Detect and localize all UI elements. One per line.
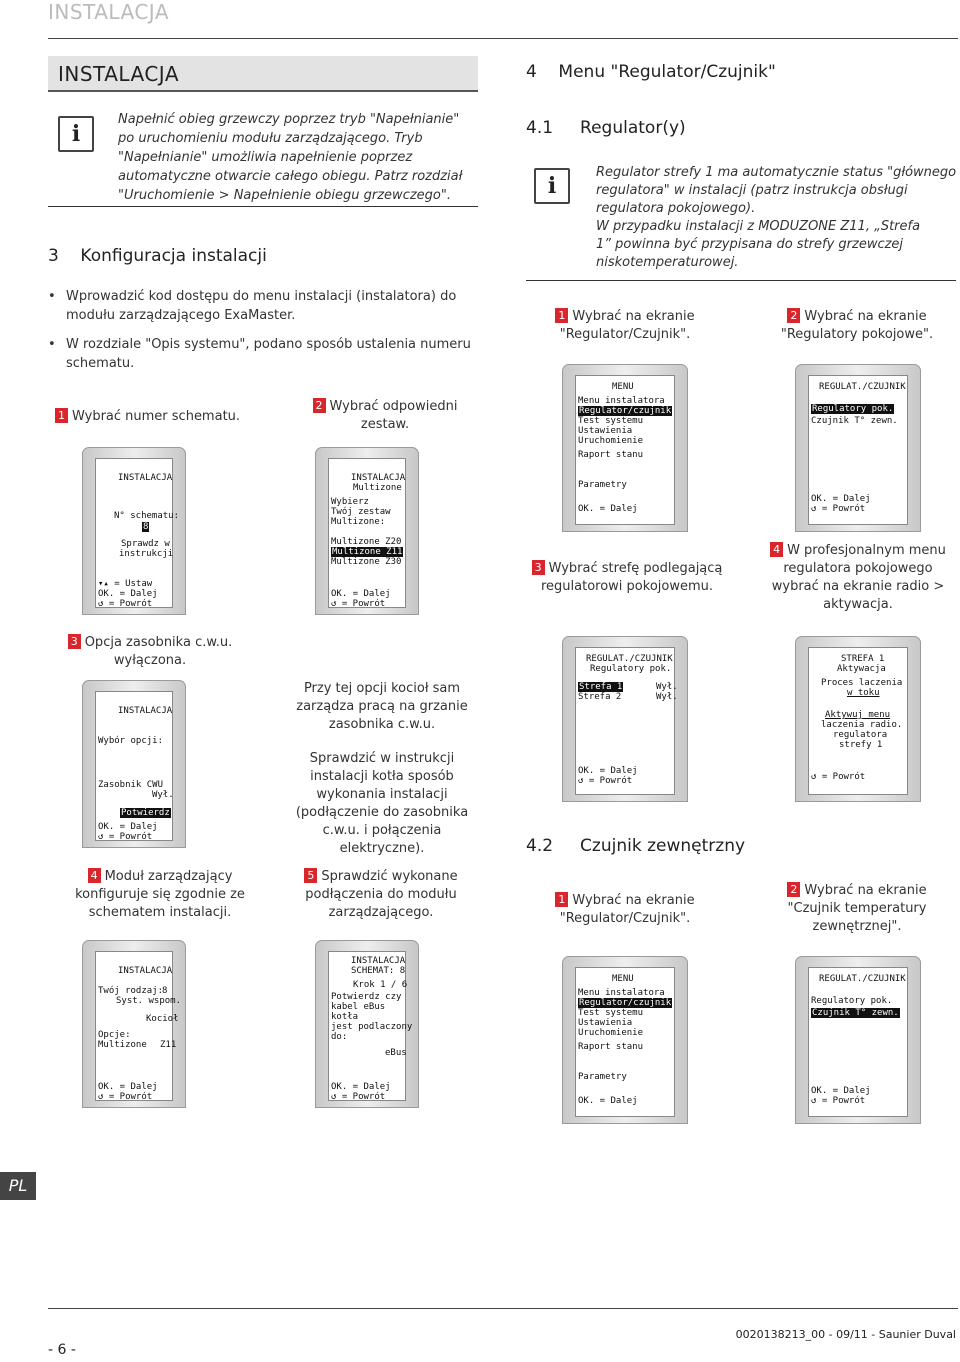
screen-line: Uruchomienie [578,436,644,446]
screen-title: MENU [612,974,634,984]
screen-line: OK. = Dalej [98,822,158,832]
s4-step-2-caption [762,308,952,344]
bullet-line: schematu. [66,356,135,371]
screen-title: REGULAT./CZUJNIK [819,382,906,392]
device-screen-zone-activation [795,636,921,802]
s4-2-step-1-caption [530,892,720,928]
step-text: Opcja zasobnika c.w.u. [84,635,233,650]
s4-step-3-caption [522,560,732,596]
step-text: "Regulatory pokojowe". [780,327,934,342]
screen-line: Twój rodzaj: [98,986,164,996]
step-text: "Czujnik temperatury [787,901,927,916]
screen-line: eBus [385,1048,407,1058]
screen-line: Czujnik T° zewn. [811,416,898,426]
step-text: podłączenia do modułu [305,887,457,902]
screen-line: OK. = Dalej [578,1096,638,1106]
screen-line: Parametry [578,1072,627,1082]
device-screen-main-menu [562,364,688,532]
screen-line: Regulatory pok. [590,664,672,674]
step-5-caption [286,868,476,922]
screen-line: Potwierdz czy [331,992,402,1002]
info-line: W przypadku instalacji z MODUZONE Z11, „Strefa [596,219,921,234]
screen-line: Multizone [98,1040,147,1050]
screen-line: ↺ = Powrót [331,599,386,609]
screen-line: Wybór opcji: [98,736,164,746]
device-screen-multizone [315,447,419,615]
device-screen-room-regulators [562,636,688,802]
screen-line: regulatora [833,730,888,740]
bullet-line: • W rozdziale "Opis systemu", podano sposób ustalenia numeru [66,337,471,352]
step-number-badge: 5 [304,868,317,883]
section-4-1-title: 4.1 Regulator(y) [526,118,686,138]
screen-line: Menu instalatora [578,988,665,998]
screen-selected: Regulator/czujnik [579,406,672,416]
section-4-title: 4 Menu "Regulator/Czujnik" [526,62,776,82]
step-number-badge: 2 [787,882,800,897]
header-rule [48,38,958,39]
device-screen-outdoor-sensor [795,956,921,1124]
step-text: Wybrać na ekranie [804,309,927,324]
screen-title: INSTALACJA [118,966,173,976]
divider [526,280,956,281]
step-3-caption [55,634,245,670]
screen-line: OK. = Dalej [331,589,391,599]
info-line: Napełnić obieg grzewczy poprzez tryb "Napełnianie" [118,112,460,127]
step-text: aktywacja. [823,597,893,612]
bullet-item [66,335,486,373]
running-header-title: INSTALACJA [48,0,170,24]
step-text: W profesjonalnym menu [787,543,946,558]
info-line: po uruchomieniu modułu zarządzającego. Tryb [118,131,423,146]
screen-selected: Potwierdz [121,808,170,818]
step-text: Wybrać na ekranie [804,883,927,898]
screen-line: OK. = Dalej [98,1082,158,1092]
screen-selected: Czujnik T° zewn. [812,1008,899,1018]
screen-selected: 8 [143,522,149,532]
screen-line: instrukcji [119,549,174,559]
screen-line: Z11 [160,1040,177,1050]
section-header-box [48,56,478,92]
device-screen-main-menu-2 [562,956,688,1124]
device-screen-options [82,680,186,848]
info-line: "Napełnianie" umożliwia napełnienie poprzez [118,150,413,165]
info-line: niskotemperaturowej. [596,255,739,270]
step-number-badge: 3 [532,560,545,575]
screen-line: Zasobnik CWU [98,780,164,790]
screen-line: OK. = Dalej [331,1082,391,1092]
screen-line: Multizone: [331,517,386,527]
note-line: zarządza pracą na grzanie [296,699,468,714]
screen-selected: Regulatory pok. [812,404,894,414]
screen-line: Wył. [656,682,678,692]
screen-line: Krok 1 / 6 [353,980,408,990]
document-reference: 0020138213_00 - 09/11 - Saunier Duval [735,1328,956,1341]
step-text: regulatorowi pokojowemu. [540,579,714,594]
screen-line: ↺ = Powrót [98,599,153,609]
step-number-badge: 2 [313,398,326,413]
screen-line: ↺ = Powrót [811,504,866,514]
screen-title: STREFA 1 [841,654,885,664]
screen-line: Ustawienia [578,426,633,436]
step-4-caption [55,868,265,922]
info-icon: i [58,116,94,152]
step-text: Wybrać odpowiedni [329,399,458,414]
section-header-title: INSTALACJA [58,62,180,86]
screen-line: OK. = Dalej [811,494,871,504]
screen-line: Kocioł [146,1014,179,1024]
step-number-badge: 1 [55,408,68,423]
screen-line: ↺ = Powrót [811,1096,866,1106]
section-3-title: 3 Konfiguracja instalacji [48,246,267,266]
step-1-caption [55,408,245,426]
step-number-badge: 1 [555,308,568,323]
step-text: zewnętrznej". [812,919,902,934]
screen-line: Wył. [656,692,678,702]
note-line: c.w.u. i połączenia [322,823,442,838]
info-line: 1” powinna być przypisana do strefy grzewczej [596,237,904,252]
screen-title: REGULAT./CZUJNIK [819,974,906,984]
section-4-2-title: 4.2 Czujnik zewnętrzny [526,836,746,856]
screen-line: ↺ = Powrót [578,776,633,786]
screen-line: OK. = Dalej [578,504,638,514]
screen-line: ↺ = Powrót [98,832,153,842]
screen-selected: Multizone Z11 [332,547,403,557]
info-line: regulatora pokojowego). [596,201,756,216]
step-number-badge: 4 [88,868,101,883]
screen-line: ↺ = Powrót [811,772,866,782]
note-line: wykonania instalacji [316,787,448,802]
step-text: regulatora pokojowego [783,561,933,576]
device-screen-regulator-sensor [795,364,921,532]
info-note-right [596,164,958,272]
screen-title: INSTALACJA [118,473,173,483]
screen-line: do: [331,1032,348,1042]
screen-line: kotła [331,1012,359,1022]
info-line: "Uruchomienie > Napełnienie obiegu grzewczego". [118,188,451,203]
note-line: (podłączenie do zasobnika [295,805,469,820]
step-text: wyłączona. [113,653,187,668]
info-note-left [118,110,478,205]
divider [48,206,478,207]
screen-line: Test systemu [578,416,644,426]
screen-line: Multizone Z30 [331,557,402,567]
step-number-badge: 3 [68,634,81,649]
step-text: konfiguruje się zgodnie ze [75,887,245,902]
step-text: Wybrać strefę podlegającą [548,561,723,576]
screen-line: Menu instalatora [578,396,665,406]
device-screen-ebus-check [315,940,419,1108]
step-text: Wybrać na ekranie [572,893,695,908]
footer-rule [48,1308,958,1309]
step-text: Wybrać na ekranie [572,309,695,324]
s4-step-1-caption [530,308,720,344]
note-check-manual [282,750,482,858]
step-text: "Regulator/Czujnik". [559,911,691,926]
screen-line: Parametry [578,480,627,490]
screen-line: strefy 1 [839,740,883,750]
screen-line: ↺ = Powrót [331,1092,386,1102]
screen-selected: Strefa 1 [579,682,623,692]
screen-line: Proces laczenia [821,678,903,688]
step-text: zestaw. [360,417,410,432]
info-line: Regulator strefy 1 ma automatycznie status "głównego [596,165,957,180]
note-line: elektryczne). [339,841,425,856]
page-number: - 6 - [48,1342,76,1358]
step-2-caption [290,398,480,434]
step-text: schematem instalacji. [88,905,232,920]
screen-line: OK. = Dalej [811,1086,871,1096]
step-text: Wybrać numer schematu. [72,409,241,424]
screen-title: REGULAT./CZUJNIK [586,654,673,664]
screen-line: Multizone Z20 [331,537,402,547]
note-line: Sprawdzić w instrukcji [309,751,455,766]
note-line: instalacji kotła sposób [310,769,454,784]
screen-line: Syst. wspom. [116,996,182,1006]
bullet-line: modułu zarządzającego ExaMaster. [66,308,296,323]
screen-line: Aktywacja [837,664,886,674]
screen-line: Multizone [353,483,402,493]
note-line: zasobnika c.w.u. [328,717,436,732]
step-number-badge: 4 [770,542,783,557]
screen-line: Strefa 2 [578,692,622,702]
screen-title: INSTALACJA [351,956,406,966]
step-number-badge: 1 [555,892,568,907]
device-screen-summary [82,940,186,1108]
screen-line: Test systemu [578,1008,644,1018]
screen-line: 8 [162,986,168,996]
note-line: Przy tej opcji kocioł sam [303,681,461,696]
screen-line: Opcje: [98,1030,131,1040]
screen-line: Sprawdz w [121,539,170,549]
info-line: automatyczne otwarcie całego obiegu. Patrz rozdział [118,169,463,184]
screen-title: MENU [612,382,634,392]
screen-line: N° schematu: [114,511,180,521]
screen-line: SCHEMAT: 8 [351,966,406,976]
s4-step-4-caption [758,542,958,614]
screen-line: Raport stanu [578,1042,644,1052]
info-icon: i [534,168,570,204]
device-screen-scheme-number [82,447,186,615]
language-badge: PL [0,1172,36,1200]
screen-title: INSTALACJA [118,706,173,716]
screen-line: ▾▴ = Ustaw [98,579,153,589]
info-line: regulatora" w instalacji (patrz instrukcja obsługi [596,183,908,198]
step-text: "Regulator/Czujnik". [559,327,691,342]
screen-line: OK. = Dalej [578,766,638,776]
step-text: Sprawdzić wykonane [321,869,458,884]
screen-line: Wybierz [331,497,369,507]
s4-2-step-2-caption [762,882,952,936]
step-text: zarządzającego. [328,905,434,920]
screen-line: laczenia radio. [821,720,903,730]
screen-line: Aktywuj menu [825,710,891,720]
step-number-badge: 2 [787,308,800,323]
screen-line: Ustawienia [578,1018,633,1028]
screen-line: jest podlaczony [331,1022,413,1032]
step-text: wybrać na ekranie radio > [771,579,945,594]
note-boiler-manages [282,680,482,734]
screen-line: w toku [847,688,880,698]
step-text: Moduł zarządzający [104,869,233,884]
screen-line: kabel eBus [331,1002,386,1012]
screen-line: ↺ = Powrót [98,1092,153,1102]
screen-line: Regulatory pok. [811,996,893,1006]
screen-line: Wył. [152,790,174,800]
bullet-line: • Wprowadzić kod dostępu do menu instalacji (instalatora) do [66,289,457,304]
screen-title: INSTALACJA [351,473,406,483]
screen-line: Raport stanu [578,450,644,460]
screen-selected: Regulator/czujnik [579,998,672,1008]
bullet-item [66,287,486,325]
screen-line: Uruchomienie [578,1028,644,1038]
screen-line: OK. = Dalej [98,589,158,599]
screen-line: Twój zestaw [331,507,391,517]
